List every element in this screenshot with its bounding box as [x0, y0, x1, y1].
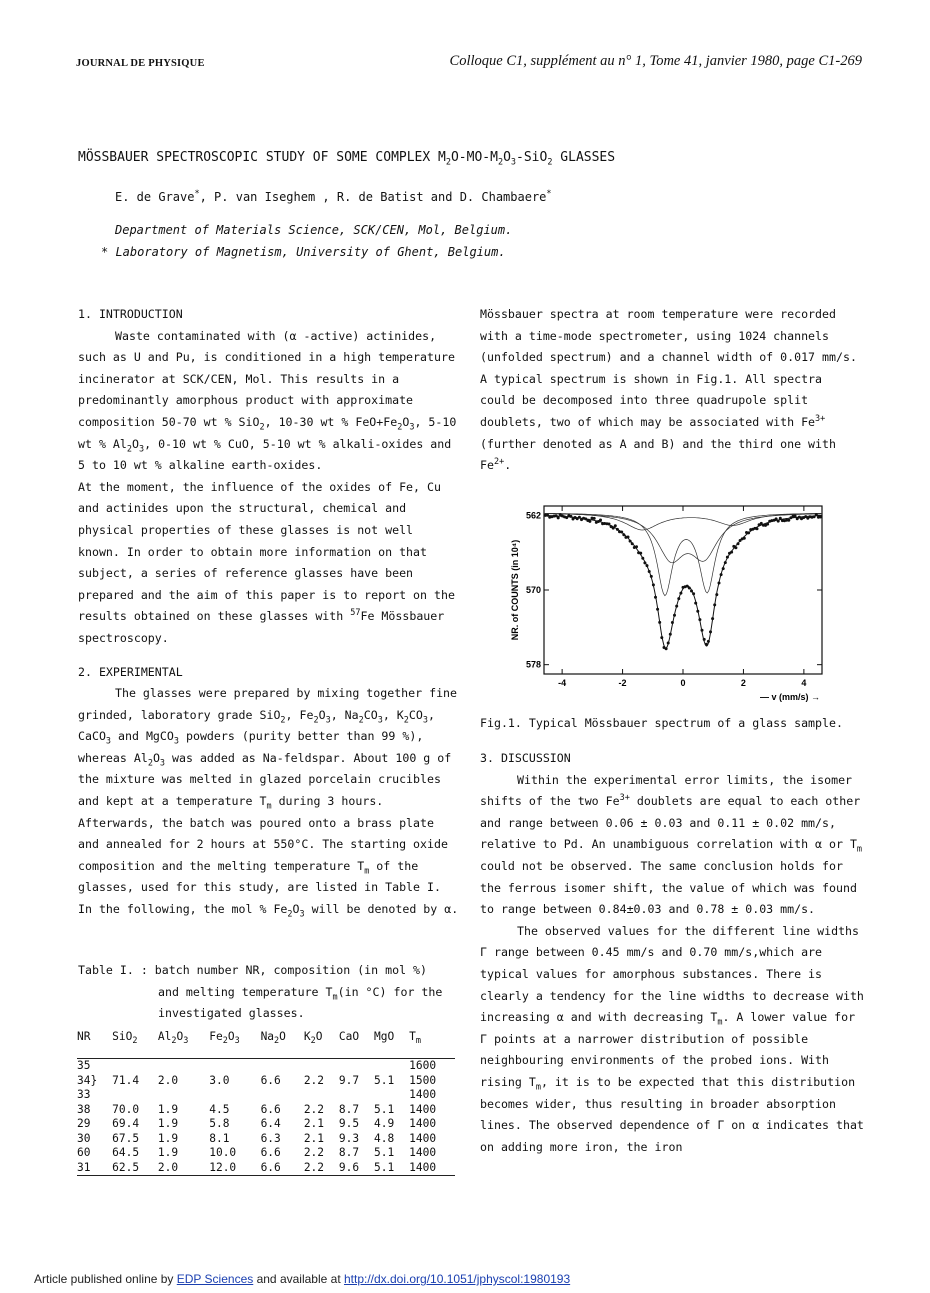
data-point: [713, 603, 716, 606]
section-heading-introduction: 1. INTRODUCTION: [78, 307, 183, 321]
x-tick-label: -4: [558, 678, 567, 688]
table-cell: 5.1: [374, 1146, 395, 1159]
table-cell: 1600: [409, 1059, 437, 1072]
table-cell: 5.8: [209, 1117, 230, 1130]
data-point: [726, 556, 729, 559]
table-cell: 1.9: [157, 1117, 179, 1130]
table-cell: 1400: [409, 1088, 437, 1101]
data-point: [709, 630, 712, 633]
data-point: [650, 575, 653, 578]
data-point: [656, 608, 659, 611]
table-row: [77, 1132, 455, 1147]
data-point: [756, 527, 759, 530]
data-point: [815, 513, 818, 516]
table-cell: 1.9: [157, 1131, 179, 1145]
table-cell: 12.0: [209, 1161, 260, 1176]
data-point: [724, 561, 727, 564]
table-cell: 1400: [409, 1131, 437, 1145]
data-point: [707, 640, 710, 643]
table-cell: 2.1: [303, 1117, 325, 1130]
data-point: [734, 546, 737, 549]
doublet-component-3: [544, 513, 822, 530]
y-tick-label: 570: [525, 585, 541, 595]
data-point: [720, 573, 723, 576]
colloque-reference: Colloque C1, supplément au n° 1, Tome 41, janvier 1980, page C1-269: [449, 53, 862, 69]
table-cell: [261, 1088, 304, 1103]
x-tick-label: -2: [618, 678, 627, 688]
data-point: [679, 592, 682, 595]
table-cell: 2.0: [158, 1161, 209, 1176]
data-point: [667, 642, 670, 645]
data-point: [690, 590, 693, 593]
section-heading-experimental: 2. EXPERIMENTAL: [78, 664, 183, 679]
table-cell: 35: [77, 1059, 91, 1072]
table-cell: [209, 1059, 260, 1074]
data-point: [813, 515, 816, 518]
data-point: [635, 545, 638, 548]
table-header: $Na_2O$: [261, 1030, 304, 1059]
table-cell: [209, 1088, 260, 1103]
x-tick-label: 4: [801, 678, 807, 688]
data-point: [819, 516, 822, 519]
table-cell: 2.2: [304, 1161, 339, 1176]
table-cell: 9.7: [338, 1073, 360, 1087]
table-cell: 9.6: [339, 1161, 374, 1176]
left-column: [78, 304, 460, 921]
data-point: [627, 536, 630, 539]
table-cell: 30: [77, 1131, 91, 1145]
paper-title: MÖSSBAUER SPECTROSCOPIC STUDY OF SOME COMPLEX $M_2O-MO-M_2O_3-SiO_2$ GLASSES: [78, 150, 616, 168]
table-cell: 70.0: [112, 1102, 140, 1116]
fitted-spectrum-line: [544, 515, 821, 648]
data-point: [718, 582, 721, 585]
table-cell: 6.6: [260, 1073, 281, 1087]
data-point: [694, 602, 697, 605]
data-point: [701, 629, 704, 632]
table-header: CaO: [339, 1030, 374, 1059]
affiliation-2: * Laboratory of Magnetism, University of Ghent, Belgium.: [101, 245, 506, 259]
x-axis-label: — v (mm/s) →: [759, 692, 820, 702]
data-point: [614, 524, 617, 527]
data-point: [777, 520, 780, 523]
table-row: [77, 1074, 455, 1089]
table-row: [77, 1146, 455, 1161]
figure-caption: Fig.1. Typical Mössbauer spectrum of a glass sample.: [480, 716, 843, 730]
data-point: [588, 520, 591, 523]
table-header: $T_m$: [409, 1030, 455, 1059]
data-point: [711, 617, 714, 620]
table-cell: 1400: [409, 1161, 455, 1176]
table-cell: [261, 1059, 304, 1074]
table-header-row: [77, 1030, 455, 1059]
data-point: [612, 527, 615, 530]
table-cell: 31: [77, 1161, 112, 1176]
data-point: [743, 537, 746, 540]
table-cell: 1400: [409, 1117, 437, 1130]
data-point: [671, 621, 674, 624]
table-cell: 8.1: [209, 1131, 230, 1145]
table-cell: 5.1: [374, 1073, 395, 1087]
data-point: [673, 614, 676, 617]
table-caption: Table I. : batch number NR, composition (in mol %) and melting temperature $T_m(in$ °C) for the investigated glasses.: [78, 963, 443, 1021]
table-cell: 4.5: [209, 1102, 230, 1116]
table-row: [77, 1103, 455, 1118]
table-cell: [374, 1059, 409, 1074]
y-tick-label: 578: [525, 659, 541, 670]
data-point: [593, 517, 596, 520]
table-cell: 2.2: [303, 1073, 325, 1087]
data-point: [688, 587, 691, 590]
table-cell: 8.7: [338, 1102, 360, 1116]
data-point: [722, 567, 725, 570]
table-cell: 60: [77, 1146, 91, 1159]
table-cell: 67.5: [112, 1131, 140, 1145]
table-row: [77, 1117, 455, 1132]
data-point: [643, 561, 646, 564]
table-cell: 2.2: [303, 1146, 325, 1159]
doublet-component-2: [544, 514, 822, 563]
table-cell: 3.0: [209, 1073, 230, 1087]
table-cell: 64.5: [112, 1146, 140, 1159]
data-point: [775, 517, 778, 520]
table-header: NR: [77, 1030, 112, 1059]
data-point: [677, 597, 680, 600]
table-cell: [339, 1088, 374, 1103]
data-point: [646, 564, 649, 567]
table-header: $Fe_2O_3$: [209, 1030, 260, 1059]
data-point: [705, 643, 708, 646]
affiliation-1: Department of Materials Science, SCK/CEN, Mol, Belgium.: [115, 223, 513, 237]
discussion-column: [480, 748, 864, 1158]
data-point: [639, 552, 642, 555]
table-cell: [158, 1088, 209, 1103]
composition-table: [77, 1030, 455, 1176]
x-tick-label: 0: [680, 678, 686, 688]
data-point: [747, 531, 750, 534]
journal-name: JOURNAL DE PHYSIQUE: [76, 58, 205, 69]
table-cell: 71.4: [112, 1073, 140, 1087]
table-cell: 69.4: [112, 1117, 140, 1130]
table-cell: [158, 1059, 209, 1074]
data-point: [658, 621, 661, 624]
y-tick-label: 562: [525, 510, 541, 521]
experimental-paragraph: The glasses were prepared by mixing together fine grinded, laboratory grade SiO$_2$, $Fe_2O_3$, $Na_2CO_3$, $K_2CO_3$, CaCO$_3$ and MgCO$_3$ powders (purity better than 99 %), whereas $Al_2O_3$ was added as Na-feldspar. About 100 g of the mixture was melted in glazed porcelain crucibles and kept at a temperature $T_m$ during 3 hours. Afterwards, the batch was poured onto a brass plate and annealed for 2 hours at 550°C. The starting oxide composition and the melting temperature $T_m$ of the glasses, used for this study, are listed in Table I. In the following, the mol % $Fe_2O_3$ will be denoted by α.: [78, 686, 459, 920]
discussion-paragraph-1: Within the experimental error limits, the isomer shifts of the two $Fe^{3+}$ doublets are equal to each other and range between 0.06 ± 0.03 and 0.11 ± 0.02 mm/s, relative to Pd. An unambiguous correlation with α or $T_m$ could not be observed. The same conclusion holds for the ferrous isomer shift, the value of which was found to range between 0.84±0.03 and 0.78 ± 0.03 mm/s.: [480, 772, 863, 917]
data-point: [620, 531, 623, 534]
table-row: [77, 1161, 455, 1176]
table-cell: 6.6: [260, 1146, 281, 1159]
table-cell: 4.8: [374, 1131, 395, 1145]
data-point: [794, 515, 797, 518]
data-point: [692, 592, 695, 595]
data-point: [698, 618, 701, 621]
table-cell: 29: [77, 1117, 91, 1130]
table-cell: [112, 1088, 158, 1103]
table-cell: 6.3: [260, 1131, 281, 1145]
data-point: [652, 583, 655, 586]
data-point: [715, 593, 718, 596]
data-point: [660, 636, 663, 639]
data-point: [737, 542, 740, 545]
table-cell: 5.1: [374, 1161, 409, 1176]
table-cell: 1400: [409, 1102, 437, 1116]
data-point: [629, 540, 632, 543]
table-cell: [374, 1088, 409, 1103]
table-cell: 1.9: [157, 1146, 179, 1159]
table-row: [77, 1088, 455, 1103]
data-point: [608, 523, 611, 526]
table-cell: 2.2: [303, 1102, 325, 1116]
intro-paragraph-2: At the moment, the influence of the oxides of Fe, Cu and actinides upon the structural, chemical and physical properties of these glasses is not well known. In order to obtain more information on that subject, a series of reference glasses have been prepared and the aim of this paper is to report on the results obtained on these glasses with $^{57}$Fe Mössbauer spectroscopy.: [78, 479, 455, 645]
mossbauer-spectrum-figure: [500, 492, 840, 712]
data-point: [675, 605, 678, 608]
section-heading-discussion: 3. DISCUSSION: [480, 751, 571, 765]
footer-note: Article published online by EDP Sciences and available at http://dx.doi.org/10.1051/jphyscol:1980193: [34, 1272, 571, 1286]
right-column: [480, 304, 862, 477]
data-point: [641, 557, 644, 560]
author-list: E. de Grave*, P. van Iseghem , R. de Batist and D. Chambaere*: [115, 189, 552, 204]
spectra-paragraph: Mössbauer spectra at room temperature were recorded with a time-mode spectrometer, using 1024 channels (unfolded spectrum) and a channel width of 0.017 mm/s. A typical spectrum is shown in Fig.1. All spectra could be decomposed into three quadrupole split doublets, two of which may be associated with $Fe^{3+}$ (further denoted as A and B) and the third one with $Fe^{2+}$.: [480, 307, 857, 473]
table-cell: 10.0: [209, 1146, 237, 1159]
y-axis-label: NR. of COUNTS (in 10⁴): [510, 539, 520, 641]
table-cell: 34}: [77, 1073, 98, 1087]
table-cell: 9.5: [338, 1117, 360, 1130]
table-header: $K_2O$: [304, 1030, 339, 1059]
table-cell: 8.7: [338, 1146, 360, 1159]
data-point: [622, 533, 625, 536]
table-cell: 2.1: [303, 1131, 325, 1145]
table-cell: 6.6: [261, 1161, 304, 1176]
data-point: [696, 610, 699, 613]
table-cell: 62.5: [112, 1161, 158, 1176]
data-point: [599, 519, 602, 522]
table-cell: 33: [77, 1088, 91, 1101]
data-point: [557, 516, 560, 519]
table-row: [77, 1059, 455, 1074]
table-header: MgO: [374, 1030, 409, 1059]
data-point: [578, 516, 581, 519]
doi-link[interactable]: http://dx.doi.org/10.1051/jphyscol:1980193: [343, 1272, 571, 1286]
data-point: [766, 523, 769, 526]
table-cell: [304, 1059, 339, 1074]
publisher-link[interactable]: EDP Sciences: [176, 1272, 254, 1286]
plot-frame: [544, 506, 822, 674]
table-cell: [112, 1059, 158, 1074]
data-point: [665, 647, 668, 650]
table-cell: 1500: [409, 1073, 437, 1087]
data-point: [779, 517, 782, 520]
data-point: [669, 633, 672, 636]
x-tick-label: 2: [740, 678, 746, 688]
table-cell: 6.6: [260, 1102, 281, 1116]
data-point: [730, 551, 733, 554]
table-cell: 1400: [409, 1146, 437, 1159]
table-cell: [304, 1088, 339, 1103]
data-point: [616, 528, 619, 531]
data-point: [648, 570, 651, 573]
data-point: [631, 542, 634, 545]
data-point: [703, 638, 706, 641]
data-point: [787, 519, 790, 522]
discussion-paragraph-2: The observed values for the different line widths Γ range between 0.45 mm/s and 0.70 mm/s,which are typical values for amorphous substances. There is clearly a tendency for the line widths to decrease with increasing α and with decreasing $T_m$. A lower value for Γ points at a narrower distribution of possible neighbouring environments of the probed ions. With rising $T_m$, it is to be expected that this distribution becomes wider, thus resulting in broader absorption lines. The observed dependence of Γ on α indicates that on adding more iron, the iron: [480, 923, 864, 1154]
table-cell: 2.0: [157, 1073, 179, 1087]
table-cell: 1.9: [157, 1102, 179, 1116]
table-cell: 6.4: [260, 1117, 281, 1130]
table-cell: 5.1: [374, 1102, 395, 1116]
data-point: [654, 596, 657, 599]
doublet-component-1: [544, 513, 822, 595]
table-cell: [339, 1059, 374, 1074]
table-header: $Al_2O_3$: [158, 1030, 209, 1059]
intro-paragraph-1: Waste contaminated with (α -active) actinides, such as U and Pu, is conditioned in a high temperature incinerator at SCK/CEN, Mol. This results in a predominantly amorphous product with approximate composition 50-70 wt % SiO$_2$, 10-30 wt % $FeO+Fe_2O_3$, 5-10 wt % $Al_2O_3$, 0-10 wt % CuO, 5-10 wt % alkali-oxides and 5 to 10 wt % alkaline earth-oxides.: [78, 328, 457, 473]
table-cell: 4.9: [374, 1117, 395, 1130]
table-cell: 9.3: [338, 1131, 360, 1145]
table-header: SiO$_2$: [112, 1030, 158, 1059]
table-cell: 38: [77, 1102, 91, 1116]
data-point: [569, 515, 572, 518]
